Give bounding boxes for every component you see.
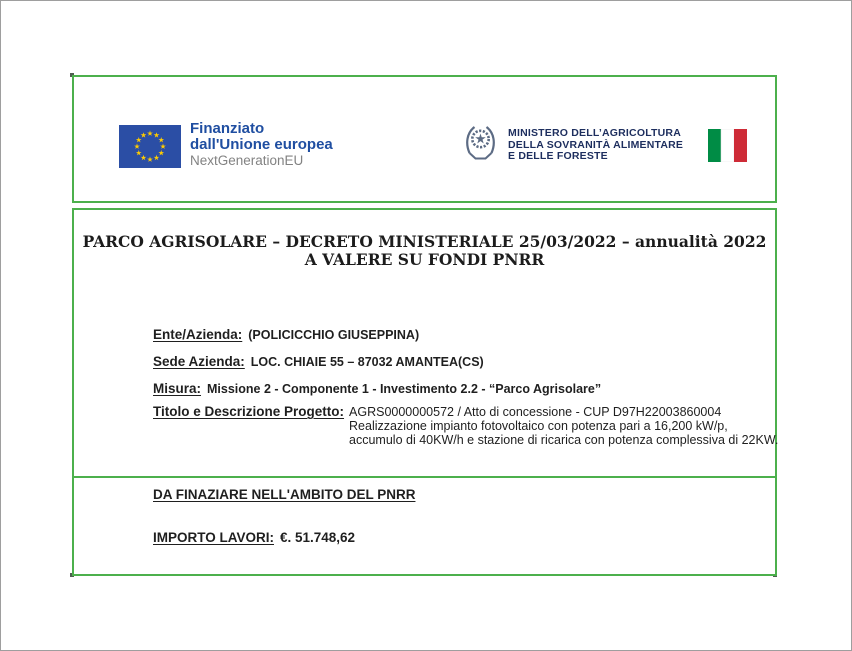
nextgeneu-label: NextGenerationEU [190, 153, 304, 168]
document-title-line2: A VALERE SU FONDI PNRR [304, 249, 545, 269]
project-desc-line3: accumulo di 40KW/h e stazione di ricarica con potenza complessiva di 22KW. [349, 433, 779, 447]
field-sede-azienda [153, 353, 484, 371]
ministry-line2: DELLA SOVRANITÀ ALIMENTARE [508, 138, 684, 151]
importo-lavori-label: IMPORTO LAVORI: [153, 530, 274, 545]
funding-box [72, 478, 777, 576]
project-desc-line1: AGRS0000000572 / Atto di concessione - CUP D97H22003860004 [349, 405, 722, 419]
eu-flag-icon [119, 125, 181, 173]
field-misura [153, 380, 601, 398]
importo-lavori-value: €. 51.748,62 [280, 530, 356, 545]
field-titolo-progetto-label: Titolo e Descrizione Progetto: [153, 404, 345, 419]
eu-funding-text [190, 121, 333, 169]
field-ente-azienda [153, 326, 419, 344]
italy-emblem-icon [462, 122, 499, 170]
importo-lavori-row [153, 529, 355, 547]
field-sede-azienda-value: LOC. CHIAIE 55 – 87032 AMANTEA(CS) [250, 355, 484, 369]
main-content-box [72, 208, 777, 478]
header-logos-box [72, 75, 777, 203]
field-misura-value: Missione 2 - Componente 1 - Investimento 2.2 - “Parco Agrisolare” [207, 382, 602, 396]
field-titolo-progetto-value [349, 404, 778, 447]
field-sede-azienda-label: Sede Azienda: [153, 354, 245, 369]
ministry-line3: E DELLE FORESTE [508, 150, 608, 162]
eu-funding-line2: dall'Unione europea [190, 136, 333, 153]
project-desc-line2: Realizzazione impianto fotovoltaico con potenza pari a 16,200 kW/p, [349, 419, 728, 433]
italy-flag-icon [708, 129, 747, 167]
document-title-line1: PARCO AGRISOLARE – DECRETO MINISTERIALE 25/03/2022 – annualità 2022 [82, 232, 767, 251]
ministry-name [508, 128, 683, 163]
field-misura-label: Misura: [153, 381, 202, 396]
document-title [74, 233, 775, 268]
field-ente-azienda-value: (POLICICCHIO GIUSEPPINA) [248, 328, 420, 342]
field-titolo-progetto [153, 404, 778, 447]
ministry-line1: MINISTERO DELL’AGRICOLTURA [508, 127, 681, 139]
funding-heading: DA FINAZIARE NELL'AMBITO DEL PNRR [153, 487, 416, 502]
field-ente-azienda-label: Ente/Azienda: [153, 327, 243, 342]
eu-funding-line1: Finanziato [190, 120, 265, 137]
